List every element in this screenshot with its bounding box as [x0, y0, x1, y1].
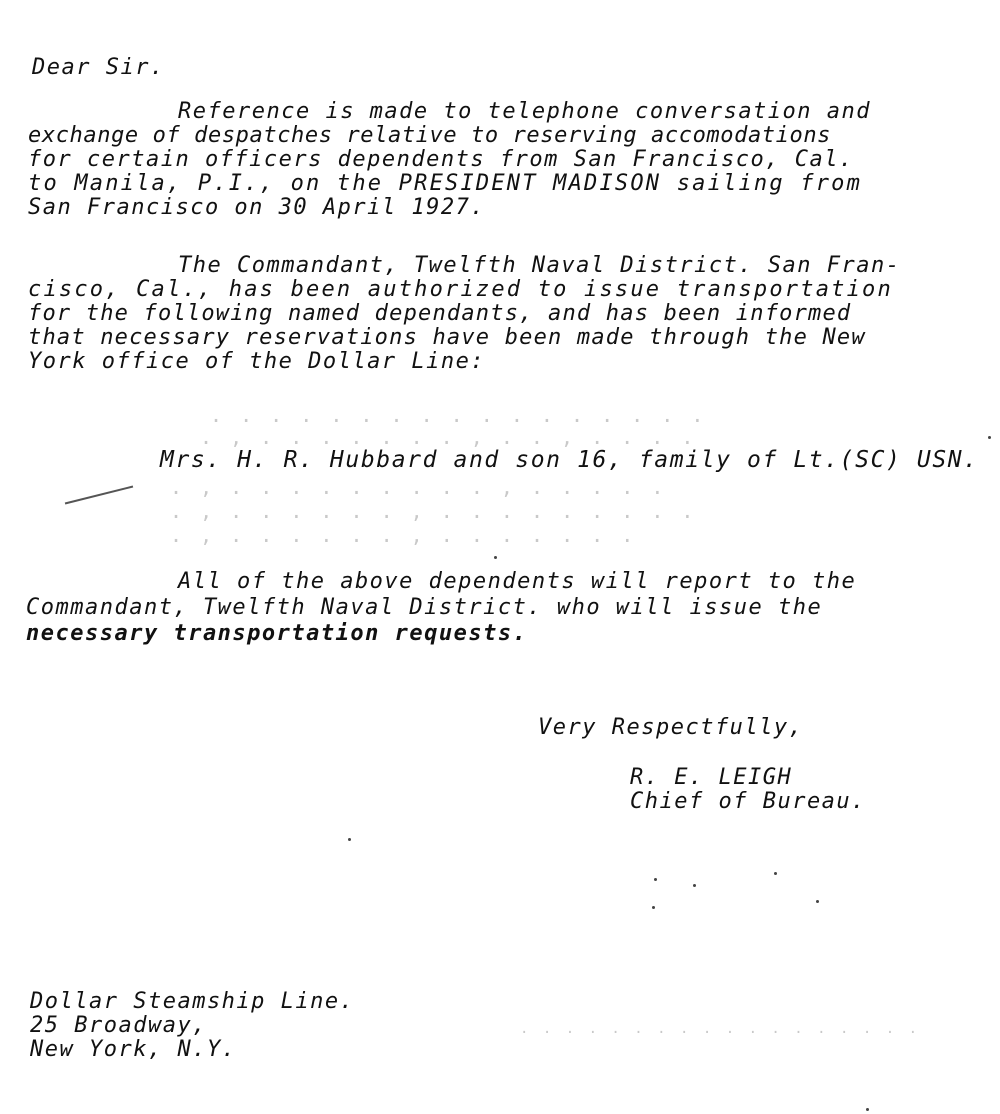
redacted-line: . , . . . . . . . , . . , . . . . [200, 425, 697, 449]
paragraph-line: Reference is made to telephone conversation and [178, 99, 872, 124]
scan-speck [866, 1108, 869, 1111]
closing: Very Respectfully, [538, 715, 804, 740]
redacted-line: . . . . . . . . . . . . . . . . . [210, 403, 707, 427]
paragraph-line: Commandant, Twelfth Naval District. who will issue the [26, 595, 823, 620]
paragraph-line: All of the above dependents will report to the [178, 569, 857, 594]
redacted-line: . , . . . . . . . . . , . . . . . [170, 475, 667, 499]
scan-speck [693, 884, 696, 887]
paragraph-line: San Francisco on 30 April 1927. [28, 195, 486, 220]
scan-speck [774, 872, 777, 875]
scan-speck [654, 878, 657, 881]
dependent-entry: Mrs. H. R. Hubbard and son 16, family of Lt.(SC) USN. [160, 447, 979, 473]
scan-speck [652, 906, 655, 909]
paragraph-line: for certain officers dependents from San Francisco, Cal. [28, 147, 854, 172]
paragraph-line: York office of the Dollar Line: [28, 349, 486, 374]
stray-mark [65, 486, 133, 505]
redacted-line: . , . . . . . . , . . . . . . . . . [170, 499, 697, 523]
addressee-line: 25 Broadway, [30, 1013, 207, 1038]
signer-name: R. E. LEIGH [630, 765, 793, 790]
paragraph-line: for the following named dependants, and has been informed [28, 301, 852, 326]
paragraph-line: cisco, Cal., has been authorized to issue transportation [28, 277, 893, 302]
scan-noise: . . . . . . . . . . . . . . . . . . [520, 1021, 921, 1037]
paragraph-line: The Commandant, Twelfth Naval District. San Fran- [178, 253, 901, 278]
signer-title: Chief of Bureau. [630, 789, 866, 814]
redacted-line: . , . . . . . . , . . . . . . . [170, 523, 637, 547]
addressee-line: New York, N.Y. [30, 1037, 237, 1062]
paragraph-line: to Manila, P.I., on the PRESIDENT MADISON sailing from [28, 171, 863, 196]
salutation: Dear Sir. [32, 55, 165, 80]
paragraph-line: necessary transportation requests. [26, 621, 528, 646]
scan-speck [816, 900, 819, 903]
paragraph-line: that necessary reservations have been made through the New [28, 325, 866, 350]
scan-speck [348, 838, 351, 841]
scan-speck [988, 436, 991, 439]
scan-speck [494, 556, 497, 559]
addressee-line: Dollar Steamship Line. [30, 989, 355, 1014]
paragraph-line: exchange of despatches relative to reserving accomodations [28, 123, 832, 148]
